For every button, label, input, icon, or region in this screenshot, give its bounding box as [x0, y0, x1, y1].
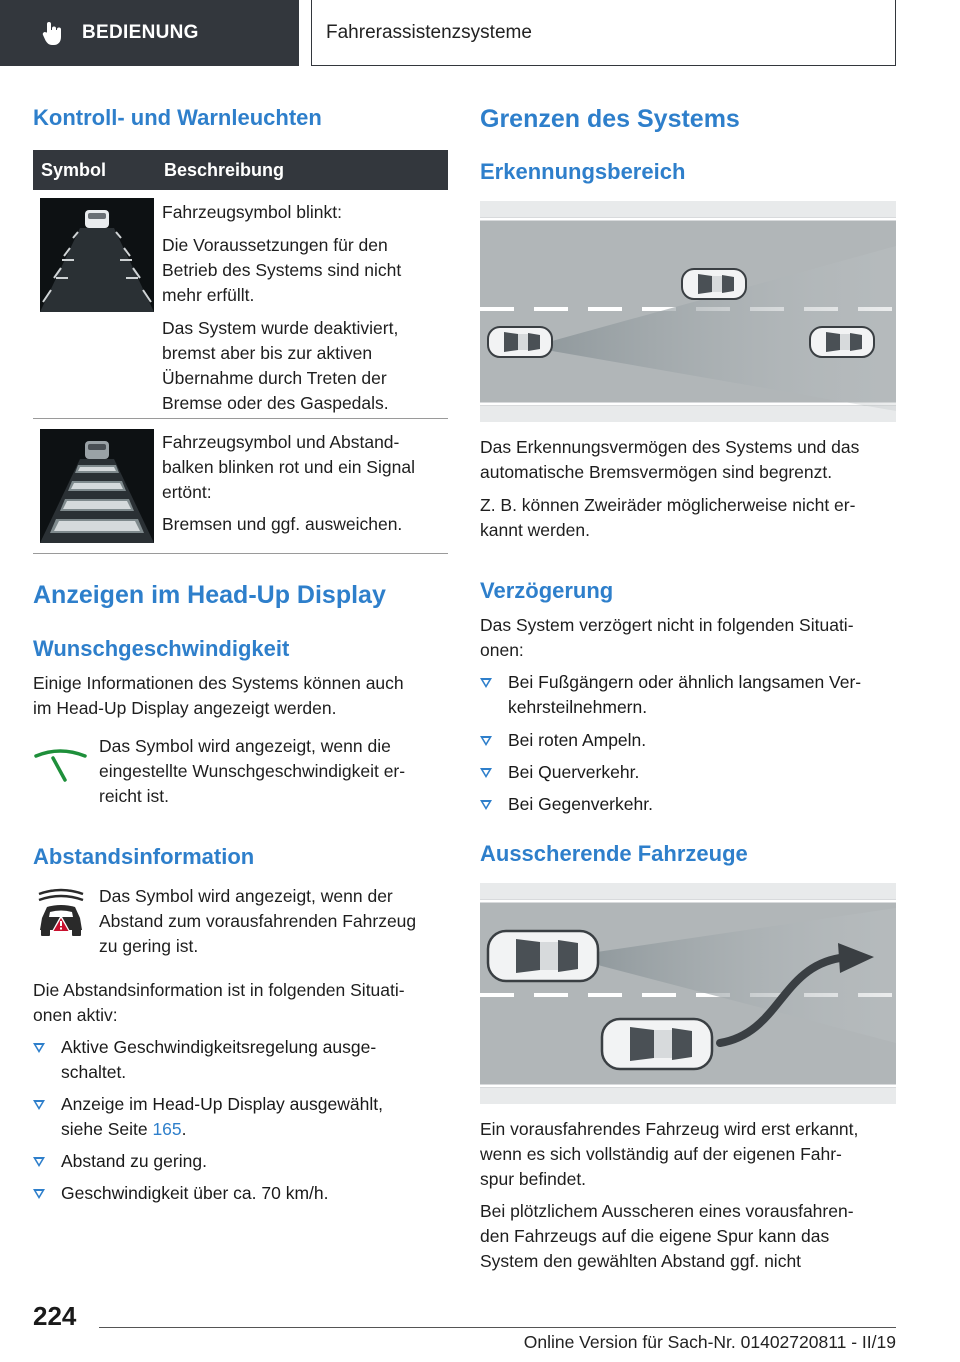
row1-text-3b: bremst aber bis zur aktiven — [162, 343, 373, 363]
dist-icon-text-1: Das Symbol wird angezeigt, wenn der — [99, 886, 393, 906]
bullet-triangle-icon — [480, 768, 492, 778]
decel-text-2: onen: — [480, 640, 524, 660]
speed-reached-icon — [33, 744, 88, 786]
range-text-1: Das Erkennungsvermögen des Systems und das — [480, 437, 860, 457]
distance-bar-indicator-icon — [40, 429, 154, 543]
row2-text-1a: Fahrzeugsymbol und Abstand- — [162, 432, 400, 452]
list-item: Geschwindigkeit über ca. 70 km/h. — [33, 1181, 448, 1206]
hand-pointer-icon — [40, 20, 66, 46]
speed-text-1: Einige Informationen des Systems können auch — [33, 673, 404, 693]
heading-detection-range: Erkennungsbereich — [480, 159, 686, 184]
distance-warning-car-icon — [33, 888, 89, 940]
dist-icon-text-2: Abstand zum vorausfahrenden Fahrzeug — [99, 911, 417, 931]
bullet-triangle-icon — [480, 736, 492, 746]
range-text-2: automatische Bremsvermögen sind begrenzt. — [480, 462, 833, 482]
vehicle-blink-indicator-icon — [40, 198, 154, 312]
row1-text-1: Fahrzeugsymbol blinkt: — [162, 202, 342, 222]
heading-hud: Anzeigen im Head-Up Display — [33, 581, 386, 609]
list-item: Bei Fußgängern oder ähnlich langsamen Ver- kehrsteilnehmern. — [480, 670, 896, 720]
chapter-title: Fahrerassistenzsysteme — [326, 21, 532, 43]
range-text-3: Z. B. können Zweiräder möglicherweise nicht er- — [480, 495, 856, 515]
heading-distance-info: Abstandsinformation — [33, 844, 255, 869]
cutout-text-2: wenn es sich vollständig auf der eigenen Fahr- — [480, 1144, 842, 1164]
dist-text-2: onen aktiv: — [33, 1005, 118, 1025]
dist-icon-text-3: zu gering ist. — [99, 936, 199, 956]
list-item: Abstand zu gering. — [33, 1149, 448, 1174]
cutout-text-3: spur befindet. — [480, 1169, 587, 1189]
bullet-triangle-icon — [33, 1043, 45, 1053]
speed-icon-text-1: Das Symbol wird angezeigt, wenn die — [99, 736, 391, 756]
cutout-text-6: System den gewählten Abstand ggf. nicht — [480, 1251, 802, 1271]
list-item: Bei Gegenverkehr. — [480, 792, 896, 817]
speed-icon-text-3: reicht ist. — [99, 786, 170, 806]
speed-text-2: im Head-Up Display angezeigt werden. — [33, 698, 337, 718]
table-header — [33, 150, 448, 190]
cutout-text-4: Bei plötzlichem Ausscheren eines vorausfahren- — [480, 1201, 854, 1221]
row2-text-1c: ertönt: — [162, 482, 212, 502]
bullet-triangle-icon — [33, 1189, 45, 1199]
bullet-triangle-icon — [33, 1157, 45, 1167]
row1-text-2c: mehr erfüllt. — [162, 285, 255, 305]
heading-deceleration: Verzögerung — [480, 578, 614, 603]
chapter-header — [311, 0, 896, 66]
heading-lights: Kontroll- und Warnleuchten — [33, 105, 322, 130]
page-link-165[interactable]: 165 — [152, 1119, 182, 1139]
footer-divider — [99, 1327, 896, 1328]
list-item: Bei roten Ampeln. — [480, 728, 896, 753]
cutout-text-1: Ein vorausfahrendes Fahrzeug wird erst erkannt, — [480, 1119, 859, 1139]
speed-icon-text-2: eingestellte Wunschgeschwindigkeit er- — [99, 761, 406, 781]
list-item: Bei Querverkehr. — [480, 760, 896, 785]
cutout-text-5: den Fahrzeugs auf die eigene Spur kann das — [480, 1226, 830, 1246]
decel-text-1: Das System verzögert nicht in folgenden Situati- — [480, 615, 854, 635]
row1-text-3d: Bremse oder des Gaspedals. — [162, 393, 389, 413]
cutout-vehicle-diagram — [480, 883, 896, 1104]
heading-desired-speed: Wunschgeschwindigkeit — [33, 636, 290, 661]
row1-text-3a: Das System wurde deaktiviert, — [162, 318, 399, 338]
page-number: 224 — [33, 1301, 77, 1331]
row2-text-1b: balken blinken rot und ein Signal — [162, 457, 415, 477]
section-title: BEDIENUNG — [82, 22, 199, 43]
section-tab — [0, 0, 299, 66]
footer-version: Online Version für Sach-Nr. 01402720811 - II/19 — [523, 1332, 896, 1352]
heading-system-limits: Grenzen des Systems — [480, 105, 740, 133]
bullet-triangle-icon — [480, 800, 492, 810]
dist-text-1: Die Abstandsinformation ist in folgenden Situati- — [33, 980, 405, 1000]
table-col-symbol: Symbol — [41, 160, 107, 180]
detection-range-diagram — [480, 201, 896, 422]
range-text-4: kannt werden. — [480, 520, 590, 540]
heading-cutout-vehicles: Ausscherende Fahrzeuge — [480, 841, 748, 866]
list-item: Aktive Geschwindigkeitsregelung ausge- schaltet. — [33, 1035, 448, 1085]
table-col-description: Beschreibung — [164, 160, 285, 180]
bullet-triangle-icon — [480, 678, 492, 688]
table-row-divider — [33, 553, 448, 554]
row1-text-3c: Übernahme durch Treten der — [162, 368, 387, 388]
row1-text-2a: Die Voraussetzungen für den — [162, 235, 388, 255]
table-row-divider — [33, 418, 448, 419]
row1-text-2b: Betrieb des Systems sind nicht — [162, 260, 402, 280]
list-item: Anzeige im Head-Up Display ausgewählt, siehe Seite 165. — [33, 1092, 448, 1142]
bullet-triangle-icon — [33, 1100, 45, 1110]
row2-text-2: Bremsen und ggf. ausweichen. — [162, 514, 403, 534]
